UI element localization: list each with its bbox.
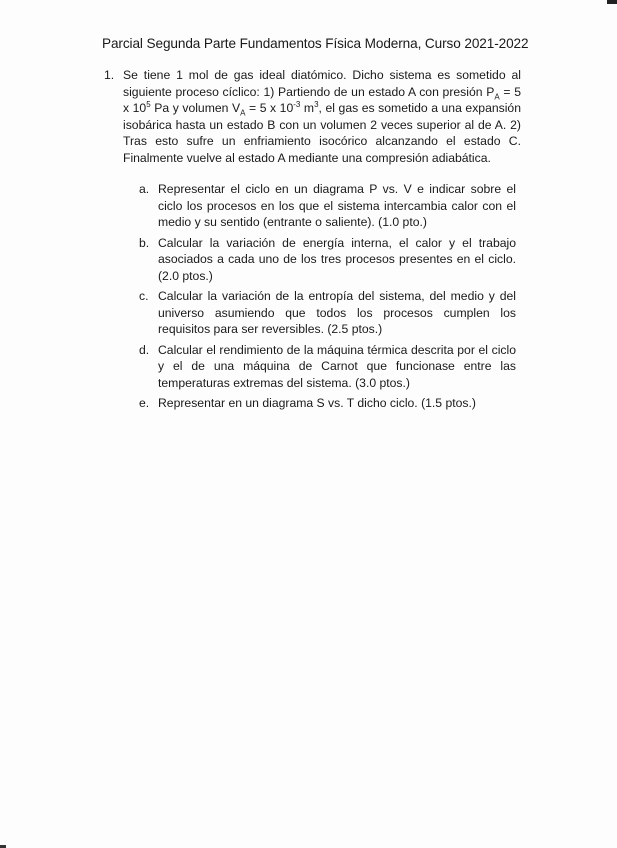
subscript: A xyxy=(494,91,500,101)
page-title: Parcial Segunda Parte Fundamentos Física Moderna, Curso 2021-2022 xyxy=(102,36,529,51)
problem-number: 1. xyxy=(104,68,115,82)
scan-edge-mark xyxy=(607,0,617,4)
sub-question-text: Calcular la variación de energía interna, el calor y el trabajo asociados a cada uno de los tres procesos presentes en el ciclo. (2.0 ptos.) xyxy=(158,235,516,283)
superscript: -3 xyxy=(293,99,301,109)
problem-text-part: Pa y volumen V xyxy=(150,101,241,115)
sub-question-letter: c. xyxy=(139,289,149,303)
superscript: 3 xyxy=(314,99,319,109)
sub-question-a xyxy=(139,181,524,231)
problem-text-part: Se tiene 1 mol de gas ideal diatómico. Dicho sistema es sometido al siguiente proceso cíclico: 1) Partiendo de un estado A con presión P xyxy=(123,68,521,99)
problem-statement xyxy=(123,67,521,166)
sub-question-letter: a. xyxy=(139,182,150,196)
sub-question-b xyxy=(139,235,524,285)
problem-text-part: = 5 x 10 xyxy=(245,101,294,115)
superscript: 5 xyxy=(146,99,151,109)
problem-text-part: , el gas es sometido a una expansión isobárica hasta un estado B con un volumen 2 veces superior al de A. 2) Tras esto sufre un enfriamiento isocórico alcanzando el estado C. Finalmente vuelve al estado A mediante una compresión adiabática. xyxy=(123,101,521,165)
sub-question-text: Representar el ciclo en un diagrama P vs. V e indicar sobre el ciclo los procesos en los que el sistema intercambia calor con el medio y su sentido (entrante o saliente). (1.0 pto.) xyxy=(158,182,516,229)
sub-question-e xyxy=(139,395,524,412)
sub-question-letter: e. xyxy=(139,396,150,410)
subscript: A xyxy=(240,108,246,118)
sub-question-letter: b. xyxy=(139,235,150,250)
sub-question-c xyxy=(139,288,524,338)
sub-question-text: Calcular la variación de la entropía del sistema, del medio y del universo asumiendo que todos los procesos cumplen los requisitos para ser reversibles. (2.5 ptos.) xyxy=(158,289,516,336)
sub-question-letter: d. xyxy=(139,342,150,357)
sub-question-d xyxy=(139,342,524,392)
sub-question-text: Calcular el rendimiento de la máquina térmica descrita por el ciclo y el de una máquina de Carnot que funcionase entre las temperaturas extremas del sistema. (3.0 ptos.) xyxy=(158,342,516,390)
problem-text-part: m xyxy=(300,101,315,115)
sub-question-list xyxy=(139,181,524,416)
sub-question-text: Representar en un diagrama S vs. T dicho ciclo. (1.5 ptos.) xyxy=(158,396,476,410)
problem-text-part: = 5 x 10 xyxy=(123,84,522,115)
